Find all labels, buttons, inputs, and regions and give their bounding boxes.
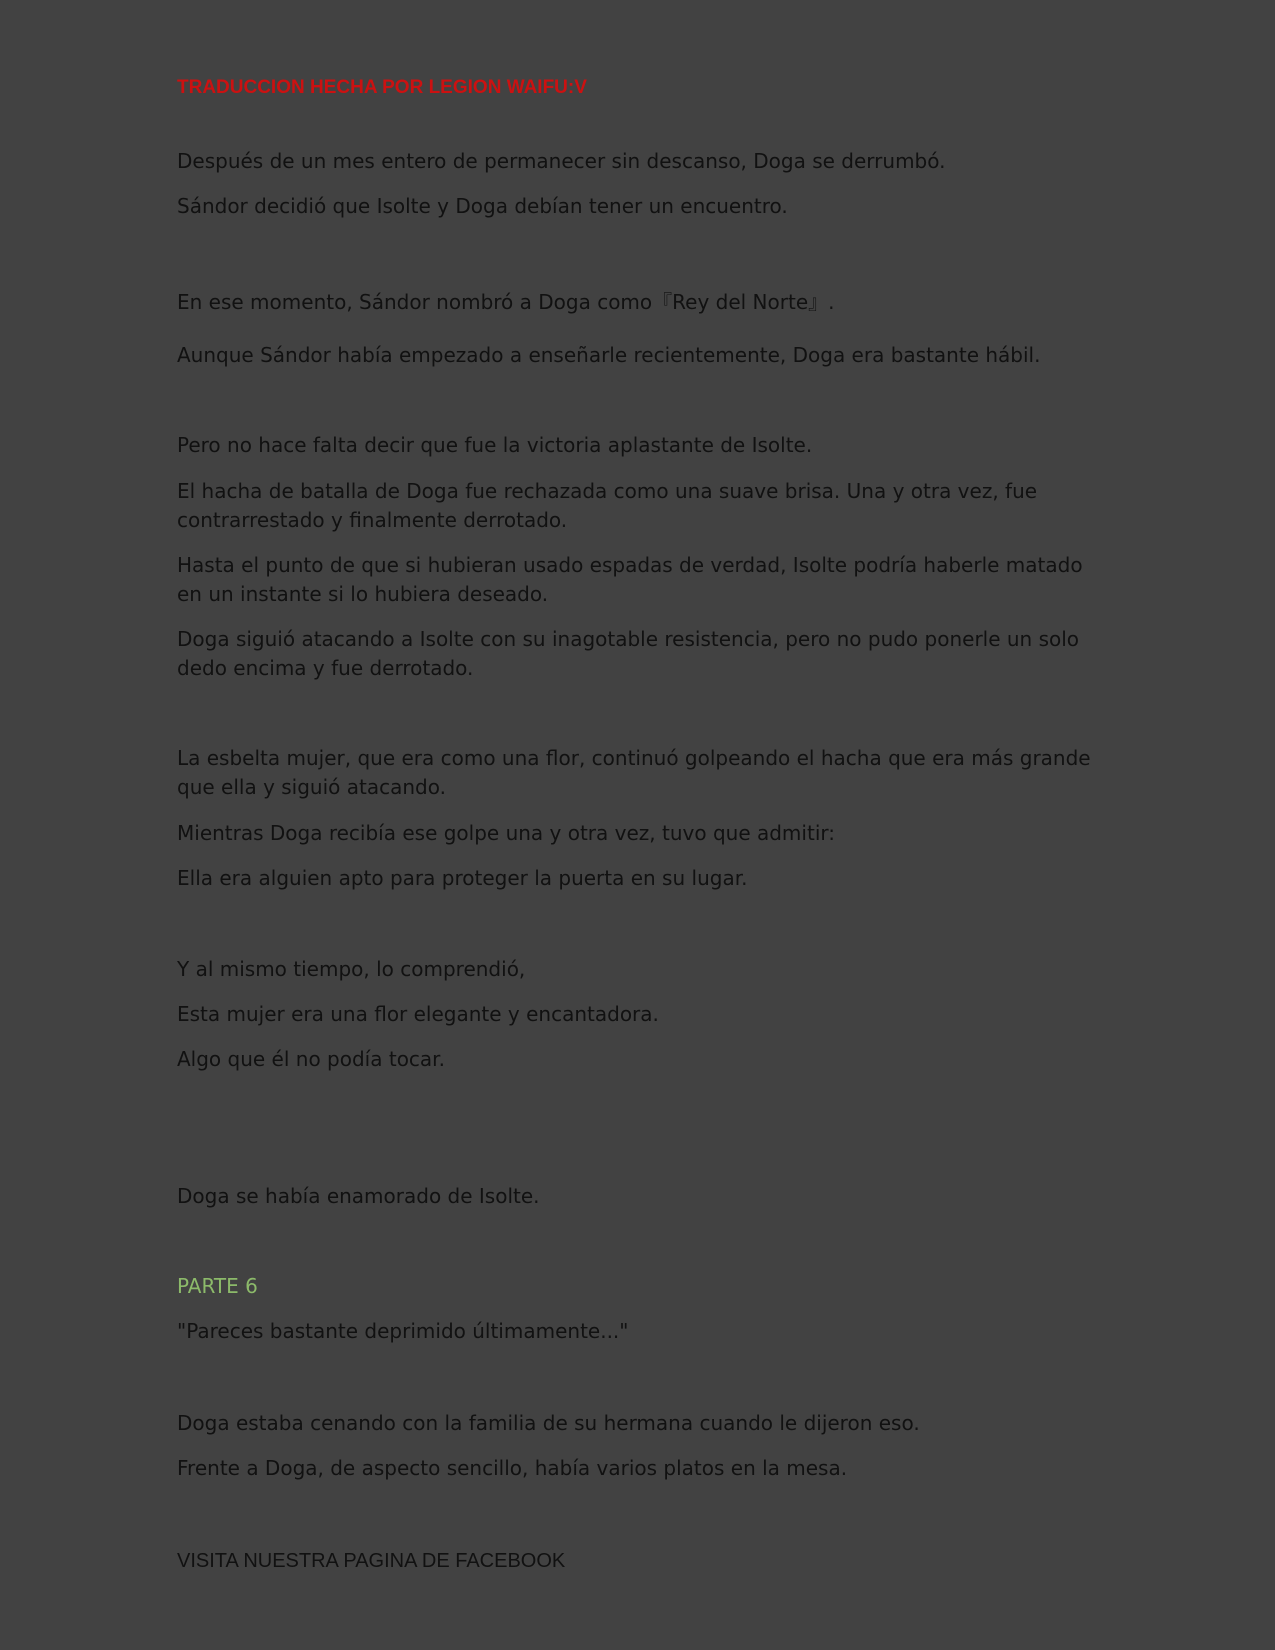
paragraph: Ella era alguien apto para proteger la puerta en su lugar. (177, 866, 748, 890)
paragraph: Doga estaba cenando con la familia de su hermana cuando le dijeron eso. (177, 1411, 920, 1435)
document-page (177, 0, 1107, 1650)
paragraph: Mientras Doga recibía ese golpe una y otra vez, tuvo que admitir: (177, 821, 835, 845)
paragraph: Esta mujer era una flor elegante y encantadora. (177, 1002, 659, 1026)
paragraph: Sándor decidió que Isolte y Doga debían tener un encuentro. (177, 194, 788, 218)
paragraph: Algo que él no podía tocar. (177, 1047, 445, 1071)
paragraph: Aunque Sándor había empezado a enseñarle recientemente, Doga era bastante hábil. (177, 343, 1041, 367)
paragraph: La esbelta mujer, que era como una flor, continuó golpeando el hacha que era más grande que ella y siguió atacando. (177, 746, 1091, 799)
paragraph: El hacha de batalla de Doga fue rechazada como una suave brisa. Una y otra vez, fue contrarrestado y finalmente derrotado. (177, 479, 1038, 532)
paragraph: Después de un mes entero de permanecer sin descanso, Doga se derrumbó. (177, 149, 946, 173)
paragraph: Y al mismo tiempo, lo comprendió, (177, 957, 526, 981)
paragraph: "Pareces bastante deprimido últimamente..." (177, 1319, 629, 1343)
paragraph: Frente a Doga, de aspecto sencillo, había varios platos en la mesa. (177, 1456, 848, 1480)
translation-header: TRADUCCION HECHA POR LEGION WAIFU:V (177, 77, 587, 98)
facebook-footer: VISITA NUESTRA PAGINA DE FACEBOOK (177, 1550, 566, 1572)
paragraph: En ese momento, Sándor nombró a Doga como『Rey del Norte』. (177, 290, 835, 314)
paragraph: Pero no hace falta decir que fue la victoria aplastante de Isolte. (177, 433, 813, 457)
paragraph: Doga siguió atacando a Isolte con su inagotable resistencia, pero no pudo ponerle un solo dedo encima y fue derrotado. (177, 627, 1080, 680)
paragraph: Hasta el punto de que si hubieran usado espadas de verdad, Isolte podría haberle matado en un instante si lo hubiera deseado. (177, 553, 1083, 606)
paragraph: Doga se había enamorado de Isolte. (177, 1184, 540, 1208)
part-title: PARTE 6 (177, 1274, 258, 1298)
